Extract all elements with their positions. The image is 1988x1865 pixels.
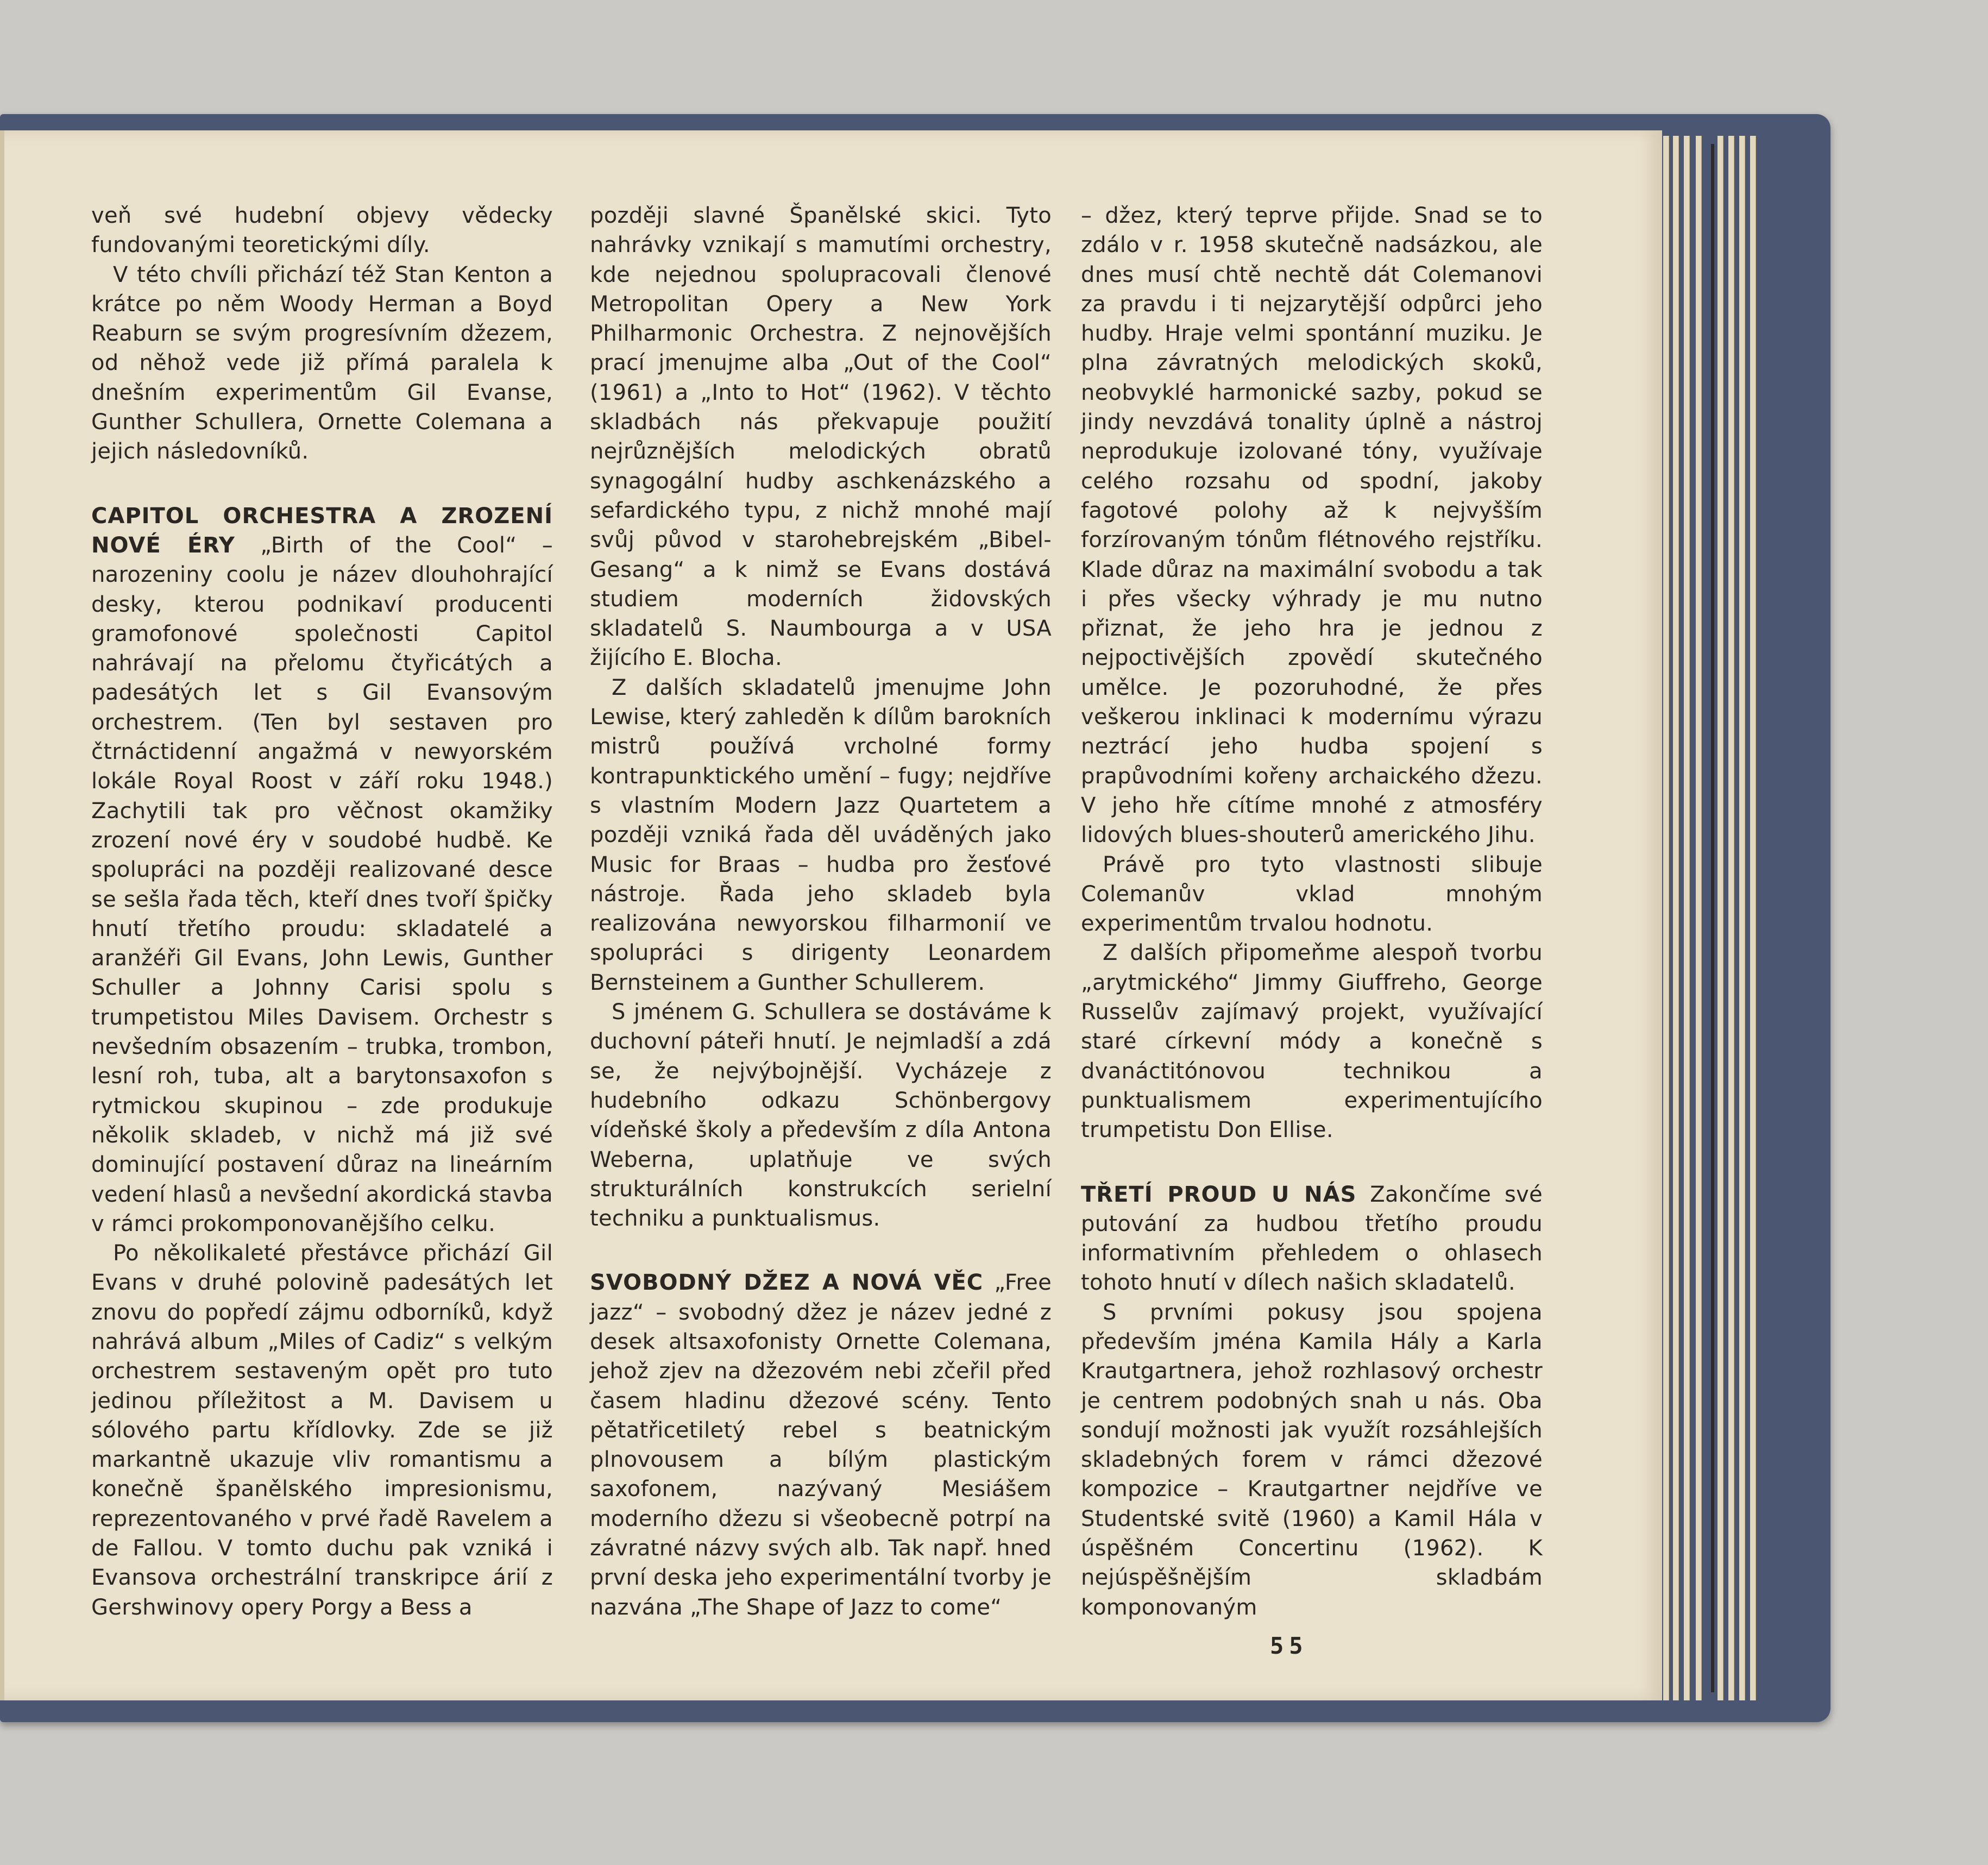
paragraph-text: „Birth of the Cool“ – narozeniny coolu je název dlouhohrající desky, kterou podnikaví producenti gramofonové společnosti Capitol nahrávají na přelomu čtyřicátých a padesátých let s Gil Evansovým orchestrem. (Ten byl sestaven pro čtrnáctidenní angažmá v newyorském lokále Royal Roost v září roku 1948.) Zachytili tak pro věčnost okamžiky zrození nové éry v soudobé hudbě. Ke spolupráci na později realizované desce se sešla řada těch, kteří dnes tvoří špičky hnutí třetího proudu: skladatelé a aranžéři Gil Evans, John Lewis, Gunther Schuller a Johnny Carisi spolu s trumpetistou Miles Davisem. Orchestr s nevšedním obsazením – trubka, trombon, lesní roh, tuba, alt a barytonsaxofon s rytmickou skupinou – zde produkuje několik skladeb, v nichž má již své dominující postavení důraz na lineárním vedení hlasů a nevšední akordická stavba v rámci prokomponovanějšího celku. xyxy=(91,532,553,1236)
text-column-1 xyxy=(91,201,553,1622)
paragraph xyxy=(1081,938,1543,1145)
section-heading: TŘETÍ PROUD U NÁS xyxy=(1081,1182,1357,1207)
section-paragraph xyxy=(91,501,553,1239)
page-edge xyxy=(1728,136,1734,1700)
text-column-2 xyxy=(590,201,1052,1622)
paragraph-text: Z dalších připomeňme alespoň tvorbu „arytmického“ Jimmy Giuffreho, George Russelův zajímavý projekt, využívající staré církevní módy a konečně s dvanáctitónovou technikou a punktualismem experimentujícího trumpetistu Don Ellise. xyxy=(1081,940,1543,1143)
paragraph xyxy=(91,1239,553,1622)
page-edge xyxy=(1750,136,1756,1700)
paragraph xyxy=(1081,850,1543,939)
page-edge xyxy=(1673,136,1679,1700)
section-heading: CAPITOL ORCHESTRA A ZROZENÍ NOVÉ ÉRY xyxy=(91,503,553,558)
page-number: 55 xyxy=(1270,1632,1308,1659)
paragraph-text: V této chvíli přichází též Stan Kenton a krátce po něm Woody Herman a Boyd Reaburn se svým progresívním džezem, od něhož vede již přímá paralela k dnešním experimentům Gil Evanse, Gunther Schullera, Ornette Colemana a jejich následovníků. xyxy=(91,262,553,464)
section-paragraph xyxy=(590,1268,1052,1622)
paragraph-text: – džez, který teprve přijde. Snad se to zdálo v r. 1958 skutečně nadsázkou, ale dnes musí chtě nechtě dát Colemanovi za pravdu i ti nejzarytější odpůrci jeho hudby. Hraje velmi spontánní muziku. Je plna závratných melodických skoků, neobvyklé harmonické sazby, pokud se jindy nevzdává tonality úplně a nástroj neprodukuje izolované tóny, využívaje celého rozsahu od spodní, jakoby fagotové polohy až k nejvyšším forzírovaným tónům flétnového rejstříku. Klade důraz na maximální svobodu a tak i přes všecky výhrady je mu nutno přiznat, že jeho hra je jednou z nejpoctivějších zpovědí skutečného umělce. Je pozoruhodné, že přes veškerou inklinaci k modernímu výrazu neztrácí jeho hudba spojení s prapůvodními kořeny archaického džezu. V jeho hře cítíme mnohé z atmosféry lidových blues-shouterů amerického Jihu. xyxy=(1081,203,1543,848)
section-heading: SVOBODNÝ DŽEZ A NOVÁ VĚC xyxy=(590,1270,984,1296)
paragraph-text: později slavné Španělské skici. Tyto nahrávky vznikají s mamutími orchestry, kde nejednou spolupracovali členové Metropolitan Opery a New York Philharmonic Orchestra. Z nejnovějších prací jmenujme alba „Out of the Cool“ (1961) a „Into to Hot“ (1962). V těchto skladbách nás překvapuje použití nejrůznějších melodických obratů synagogální hudby aschkenázského a sefardického typu, z nichž mnohé mají svůj původ v starohebrejském „Bibel-Gesang“ a k nimž se Evans dostává studiem moderních židovských skladatelů S. Naumbourga a v USA žijícího E. Blocha. xyxy=(590,203,1052,671)
page-binding xyxy=(0,130,4,1700)
page-edge xyxy=(1739,136,1745,1700)
paragraph xyxy=(1081,1298,1543,1622)
section-paragraph xyxy=(1081,1180,1543,1298)
paragraph xyxy=(590,997,1052,1233)
page-edge xyxy=(1718,136,1723,1700)
paragraph xyxy=(1081,201,1543,850)
paragraph-text: Po několikaleté přestávce přichází Gil Evans v druhé polovině padesátých let znovu do popředí zájmu odborníků, když nahrává album „Miles of Cadiz“ s velkým orchestrem sestaveným opět pro tuto jedinou příležitost a M. Davisem u sólového partu křídlovky. Zde se již markantně ukazuje vliv romantismu a konečně španělského impresionismu, reprezentovaného v prvé řadě Ravelem a de Fallou. V tomto duchu pak vzniká i Evansova orchestrální transkripce árií z Gershwinovy opery Porgy a Bess a xyxy=(91,1241,553,1620)
paragraph-text: Zakončíme své putování za hudbou třetího proudu informativním přehledem o ohlasech tohoto hnutí v dílech našich skladatelů. xyxy=(1081,1182,1543,1296)
paragraph-text: „Free jazz“ – svobodný džez je název jedné z desek altsaxofonisty Ornette Colemana, jehož zjev na džezovém nebi zčeřil před časem hladinu džezové scény. Tento pětatřicetiletý rebel s beatnickým plnovousem a bílým plastickým saxofonem, nazývaný Mesiášem moderního džezu si všeobecně potrpí na závratné názvy svých alb. Tak např. hned první deska jeho experimentální tvorby je nazvána „The Shape of Jazz to come“ xyxy=(590,1270,1052,1620)
paragraph-text: veň své hudební objevy vědecky fundovanými teoretickými díly. xyxy=(91,203,553,258)
page-edge-shadow xyxy=(1711,144,1714,1692)
paragraph-text: Z dalších skladatelů jmenujme John Lewise, který zahleděn k dílům barokních mistrů používá vrcholné formy kontrapunktického umění – fugy; nejdříve s vlastním Modern Jazz Quartetem a později vzniká řada děl uváděných jako Music for Braas – hudba pro žesťové nástroje. Řada jeho skladeb byla realizována newyorskou filharmonií ve spolupráci s dirigenty Leonardem Bernsteinem a Gunther Schullerem. xyxy=(590,675,1052,995)
paragraph-text: S jménem G. Schullera se dostáváme k duchovní páteři hnutí. Je nejmladší a zdá se, že nejvýbojnější. Vycházeje z hudebního odkazu Schönbergovy vídeňské školy a především z díla Antona Weberna, uplatňuje ve svých strukturálních konstrukcích serielní techniku a punktualismus. xyxy=(590,1000,1052,1232)
paragraph-text: S prvními pokusy jsou spojena především jména Kamila Hály a Karla Krautgartnera, jehož rozhlasový orchestr je centrem podobných snah u nás. Oba sondují možnosti jak využít rozsáhlejších skladebných forem v rámci džezové kompozice – Krautgartner nejdříve ve Studentské svitě (1960) a Kamil Hála v úspěšném Concertinu (1962). K nejúspěšnějším skladbám komponovaným xyxy=(1081,1299,1543,1620)
paragraph-text: Právě pro tyto vlastnosti slibuje Colemanův vklad mnohým experimentům trvalou hodnotu. xyxy=(1081,852,1543,937)
paragraph xyxy=(91,260,553,467)
page-edge xyxy=(1696,136,1702,1700)
paragraph xyxy=(590,201,1052,673)
page-edge xyxy=(1684,136,1690,1700)
paragraph xyxy=(91,201,553,260)
paragraph xyxy=(590,673,1052,997)
page-edge xyxy=(1663,136,1669,1700)
text-column-3 xyxy=(1081,201,1543,1622)
